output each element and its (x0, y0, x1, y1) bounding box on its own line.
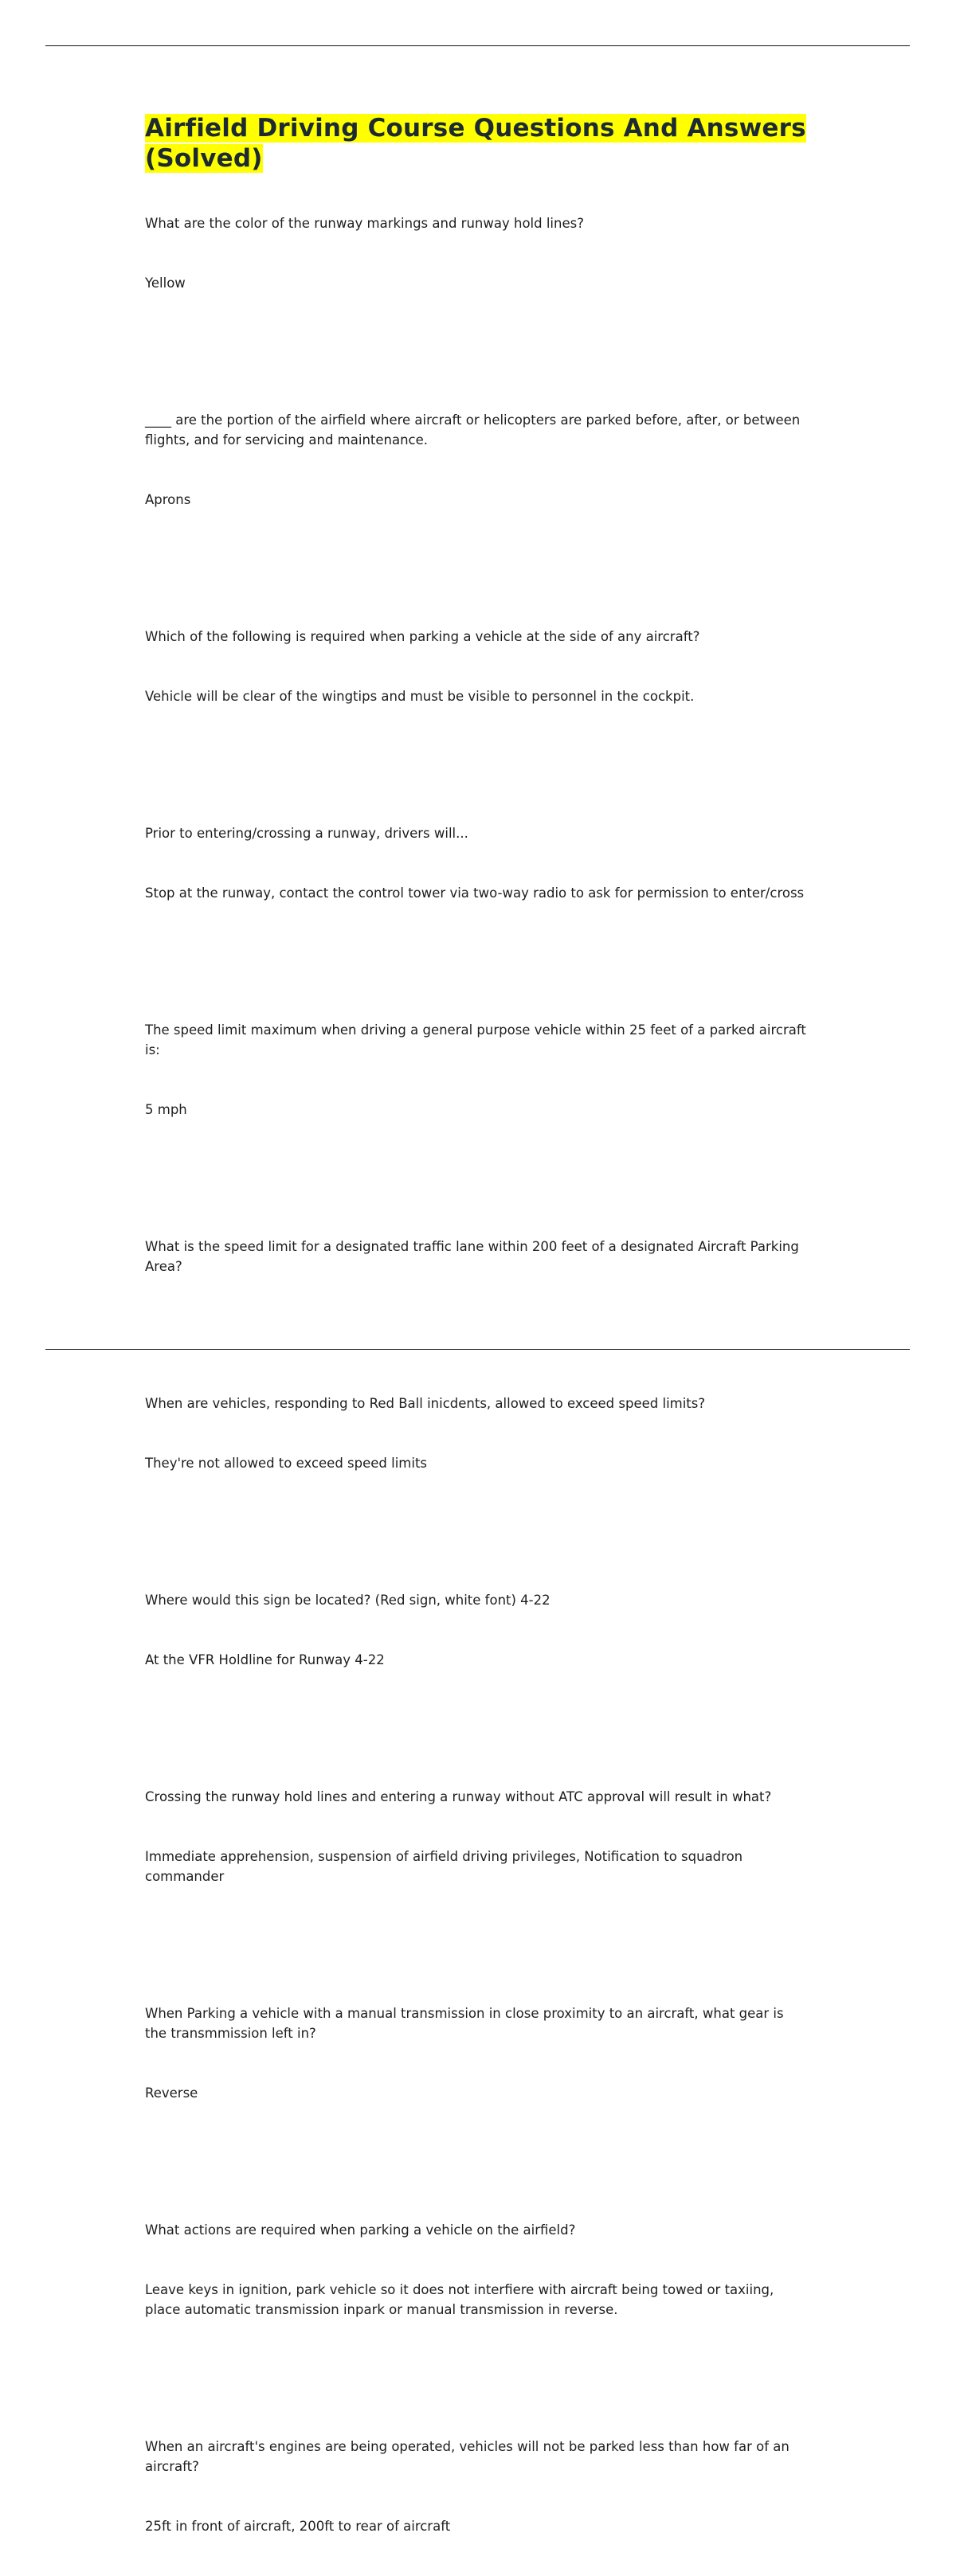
question-text: What actions are required when parking a vehicle on the airfield? (145, 2222, 576, 2238)
top-rule (45, 45, 910, 46)
qa-item (145, 174, 806, 333)
qa-item (145, 587, 806, 746)
answer-text: 25ft in front of aircraft, 200ft to rear of aircraft (145, 2519, 451, 2534)
question-text: Where would this sign be located? (Red sign, white font) 4-22 (145, 1593, 550, 1608)
question-text: Prior to entering/crossing a runway, drivers will... (145, 826, 468, 841)
qa-item (145, 1354, 806, 1513)
question-text: What are the color of the runway markings and runway hold lines? (145, 216, 584, 231)
qa-item (145, 1197, 806, 1316)
bottom-rule (45, 1349, 910, 1350)
answer-text: 5 mph (145, 1102, 187, 1117)
question-text: Crossing the runway hold lines and entering a runway without ATC approval will result in what? (145, 1789, 772, 1804)
qa-item (145, 1747, 806, 1926)
question-text: Which of the following is required when parking a vehicle at the side of any aircraft? (145, 629, 700, 644)
question-text: When an aircraft's engines are being operated, vehicles will not be parked less than how far of an aircraft? (145, 2439, 794, 2474)
answer-text: Reverse (145, 2085, 198, 2101)
document-title-highlight: Airfield Driving Course Questions And Answers (Solved) (145, 114, 806, 173)
qa-item (145, 370, 806, 549)
answer-text: Aprons (145, 492, 191, 507)
document-body (145, 113, 811, 2576)
question-text: When are vehicles, responding to Red Ball inicdents, allowed to exceed speed limits? (145, 1396, 706, 1411)
qa-item (145, 980, 811, 1159)
qa-item (145, 1964, 806, 2143)
answer-text: Stop at the runway, contact the control tower via two-way radio to ask for permission to enter/cross (145, 885, 805, 901)
answer-text: Vehicle will be clear of the wingtips and must be visible to personnel in the cockpit. (145, 689, 695, 704)
answer-text: Immediate apprehension, suspension of airfield driving privileges, Notification to squadron commander (145, 1849, 747, 1884)
question-text: The speed limit maximum when driving a general purpose vehicle within 25 feet of a parked aircraft is: (145, 1022, 811, 1057)
question-text: What is the speed limit for a designated traffic lane within 200 feet of a designated Aircraft Parking Area? (145, 1239, 804, 1274)
question-text: When Parking a vehicle with a manual transmission in close proximity to an aircraft, what gear is the transmmission left in? (145, 2006, 788, 2041)
answer-text: At the VFR Holdline for Runway 4-22 (145, 1652, 385, 1667)
qa-item (145, 784, 806, 943)
qa-item (145, 2180, 806, 2359)
qa-item (145, 2397, 806, 2576)
question-text: ____ are the portion of the airfield where aircraft or helicopters are parked before, after, or between flights, and for servicing and maintenance. (145, 412, 805, 448)
answer-text: Yellow (145, 276, 186, 291)
answer-text: They're not allowed to exceed speed limits (145, 1456, 428, 1471)
qa-item (145, 1550, 806, 1710)
document-title (145, 113, 806, 174)
answer-text: Leave keys in ignition, park vehicle so it does not interfiere with aircraft being towed or taxiing, place automatic transmission inpark or manual transmission in reverse. (145, 2282, 778, 2317)
